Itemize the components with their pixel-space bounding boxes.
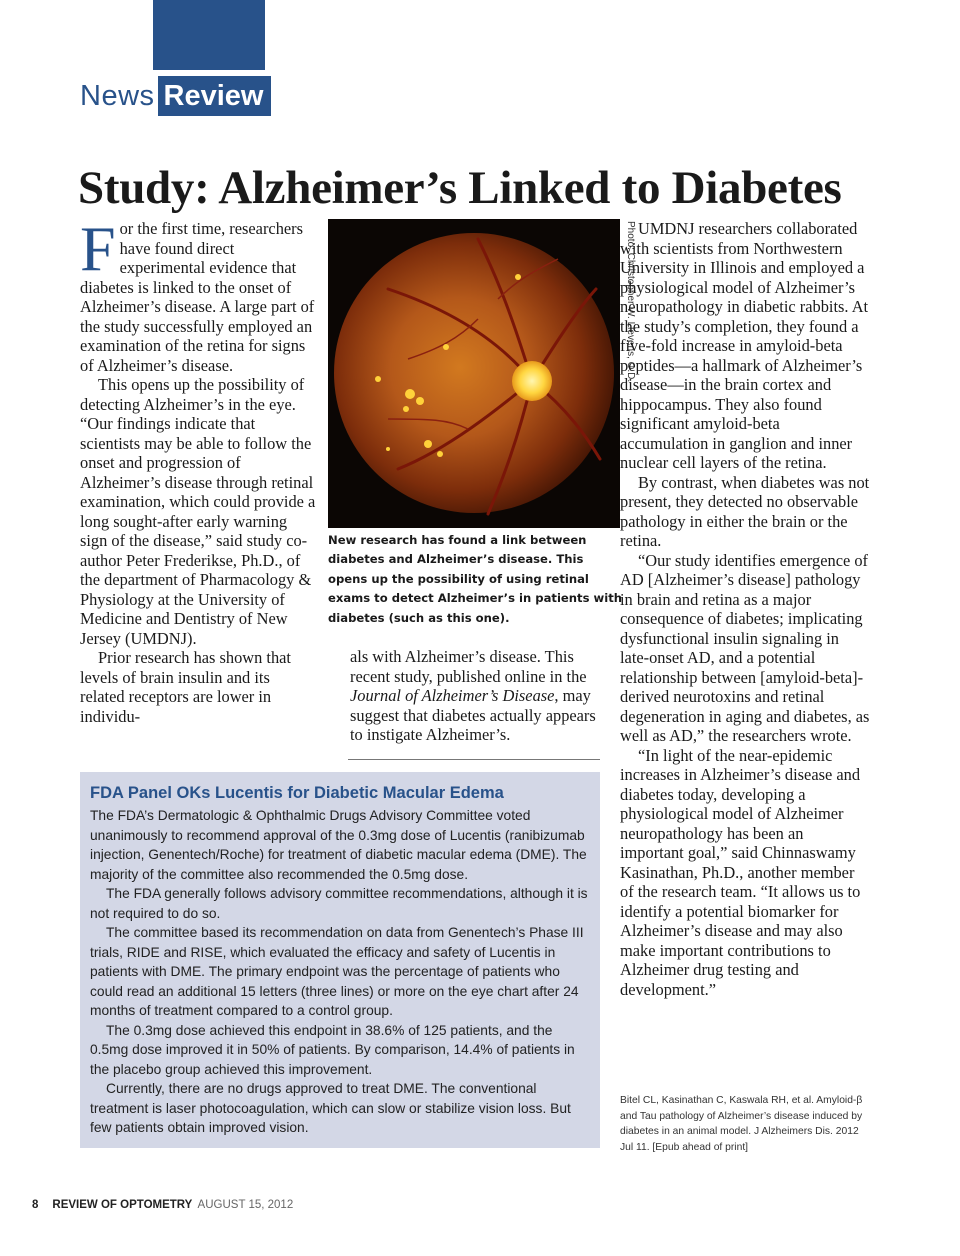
sidebar-box <box>80 772 600 1148</box>
retina-fundus-image <box>328 219 620 528</box>
sidebar-paragraph: Currently, there are no drugs approved to treat DME. The conventional treatment is laser photocoagulation, which can slow or stabilize vision loss. But few patients obtain improved vision. <box>90 1081 571 1135</box>
photo-caption: New research has found a link between diabetes and Alzheimer’s disease. This opens up the possibility of using retinal exams to detect Alzheimer’s in patients with diabetes (such as this one). <box>328 533 622 625</box>
section-label <box>80 76 271 116</box>
issue-date: AUGUST 15, 2012 <box>197 1199 294 1211</box>
paragraph-text: als with Alzheimer’s disease. This recent study, published online in the <box>350 647 587 686</box>
article-column-2 <box>350 647 600 745</box>
publication-name: REVIEW OF OPTOMETRY <box>52 1199 193 1211</box>
sidebar-paragraph: The committee based its recommendation on data from Genentech’s Phase III trials, RIDE and RISE, which evaluated the efficacy and safety of Lucentis in patients with DME. The primary endpoint was the percentage of patients who could read an additional 15 letters (three lines) or more on the eye chart after 24 months of treatment compared to a control group. <box>90 925 584 1018</box>
article-paragraph: “In light of the near-epidemic increases in Alzheimer’s disease and diabetes today, developing a physiological model of Alzheimer neuropathology has been an important goal,” said Chinnaswamy Kasinathan, Ph.D., another member of the research team. “It allows us to identify a potential biomarker for Alzheimer’s disease and may also make important contributions to Alzheimer drug testing and development.” <box>620 745 861 999</box>
photo-credit: Photo: Christopher W. Lievens, O.D. <box>625 221 636 383</box>
column-divider <box>348 759 600 760</box>
section-news: News <box>80 80 155 112</box>
article-headline: Study: Alzheimer’s Linked to Diabetes <box>78 162 842 214</box>
header-blue-bar <box>153 0 265 70</box>
article-paragraph: This opens up the possibility of detecting Alzheimer’s in the eye. “Our findings indicate that scientists may be able to follow the onset and progression of Alzheimer’s disease through retinal examination, which could provide a long sought-after early warning sign of the disease,” said study co-author Peter Frederikse, Ph.D., of the department of Pharmacology & Physiology at the University of Medicine and Dentistry of New Jersey (UMDNJ). <box>80 375 316 648</box>
sidebar-paragraph: The 0.3mg dose achieved this endpoint in 38.6% of 125 patients, and the 0.5mg dose improved it in 50% of patients. By comparison, 14.4% of patients in the placebo group achieved this improvement. <box>90 1022 575 1077</box>
article-column-3 <box>620 219 870 999</box>
page-footer <box>32 1197 632 1213</box>
article-paragraph: By contrast, when diabetes was not present, they detected no observable pathology in either the brain or the retina. <box>620 472 870 550</box>
page-number: 8 <box>32 1199 39 1211</box>
sidebar-paragraph: The FDA generally follows advisory committee recommendations, although it is not required to do so. <box>90 886 588 921</box>
article-paragraph <box>80 213 316 375</box>
retina-photo <box>328 219 620 528</box>
article-paragraph: “Our study identifies emergence of AD [Alzheimer’s disease] pathology in brain and retina as a major consequence of diabetes; implicating dysfunctional insulin signaling in late-onset AD, and a potential relationship between [amyloid-beta]-derived neurotoxins and retinal degeneration in aging and diabetes, as well as AD,” the researchers wrote. <box>620 550 870 745</box>
article-column-1 <box>80 213 316 726</box>
reference-citation: Bitel CL, Kasinathan C, Kaswala RH, et al. Amyloid-β and Tau pathology of Alzheimer’s disease induced by diabetes in an animal model. J Alzheimers Dis. 2012 Jul 11. [Epub ahead of print] <box>620 1095 863 1153</box>
article-paragraph: UMDNJ researchers collaborated with scientists from Northwestern University in Illinois and employed a physiological model of Alzheimer’s neuropathology in diabetic rabbits. At the study’s completion, they found a five-fold increase in amyloid-beta peptides—a hallmark of Alzheimer’s disease—in the brain cortex and hippocampus. They also found significant amyloid-beta accumulation in ganglion and inner nuclear cell layers of the retina. <box>620 219 869 472</box>
section-review: Review <box>158 76 272 116</box>
journal-title: Journal of Alzheimer’s Disease <box>350 686 555 705</box>
drop-cap: F <box>80 213 116 284</box>
paragraph-text: or the first time, researchers have found direct experimental evidence that diabetes is linked to the onset of Alzheimer’s disease. A large part of the study successfully employed an examination of the retina for signs of Alzheimer’s disease. <box>80 219 315 375</box>
sidebar-title: FDA Panel OKs Lucentis for Diabetic Macular Edema <box>90 784 504 802</box>
sidebar-paragraph: The FDA’s Dermatologic & Ophthalmic Drugs Advisory Committee voted unanimously to recommend approval of the 0.3mg dose of Lucentis (ranibizumab injection, Genentech/Roche) for treatment of diabetic macular edema (DME). The majority of the committee also recommended the 0.5mg dose. <box>90 808 587 882</box>
article-paragraph <box>350 647 600 745</box>
article-paragraph: Prior research has shown that levels of brain insulin and its related receptors are lower in individu- <box>80 648 291 726</box>
paragraph-text: , may suggest that diabetes actually appears to instigate Alzheimer’s. <box>350 686 596 744</box>
